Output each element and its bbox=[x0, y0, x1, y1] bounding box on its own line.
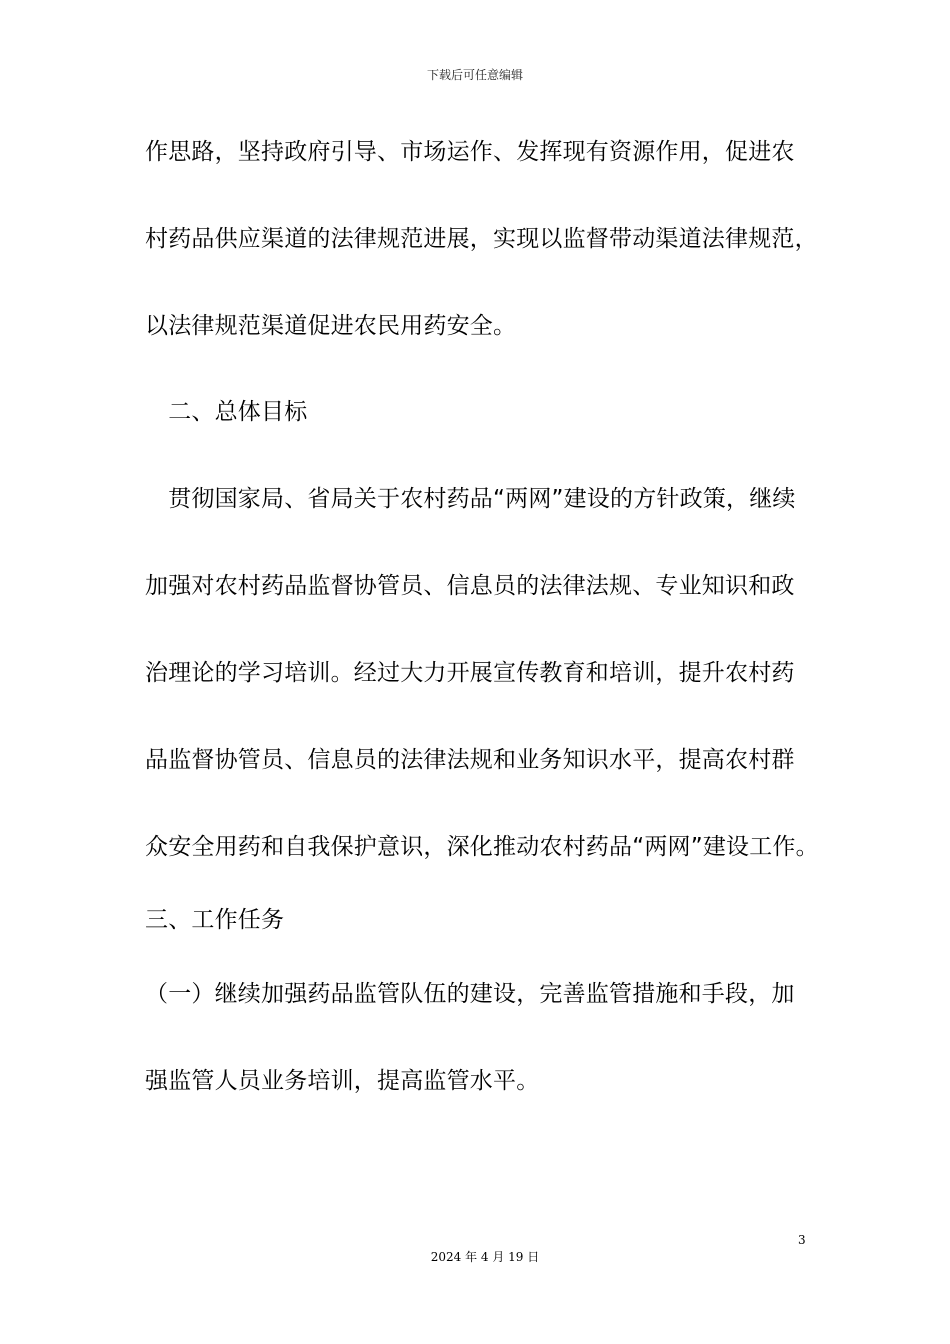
body-line-7: 治理论的学习培训。经过大力开展宣传教育和培训，提升农村药 bbox=[145, 660, 795, 686]
body-line-6: 加强对农村药品监督协管员、信息员的法律法规、专业知识和政 bbox=[145, 573, 795, 599]
section-heading-2: 二、总体目标 bbox=[145, 399, 308, 425]
header-note: 下载后可任意编辑 bbox=[426, 68, 523, 82]
body-line-3: 以法律规范渠道促进农民用药安全。 bbox=[145, 313, 517, 339]
footer-date: 2024 年 4 月 19 日 bbox=[430, 1250, 540, 1264]
body-line-11: （一）继续加强药品监管队伍的建设，完善监管措施和手段，加 bbox=[145, 981, 795, 1007]
body-line-12: 强监管人员业务培训，提高监管水平。 bbox=[145, 1068, 540, 1094]
body-line-1: 作思路，坚持政府引导、市场运作、发挥现有资源作用，促进农 bbox=[145, 139, 795, 165]
body-line-2: 村药品供应渠道的法律规范进展，实现以监督带动渠道法律规范， bbox=[145, 226, 818, 252]
body-line-5: 贯彻国家局、省局关于农村药品“两网”建设的方针政策，继续 bbox=[145, 486, 796, 512]
body-line-8: 品监督协管员、信息员的法律法规和业务知识水平，提高农村群 bbox=[145, 747, 795, 773]
body-line-9: 众安全用药和自我保护意识，深化推动农村药品“两网”建设工作。 bbox=[145, 834, 819, 860]
page-number: 3 bbox=[798, 1233, 806, 1247]
section-heading-3: 三、工作任务 bbox=[145, 907, 285, 933]
